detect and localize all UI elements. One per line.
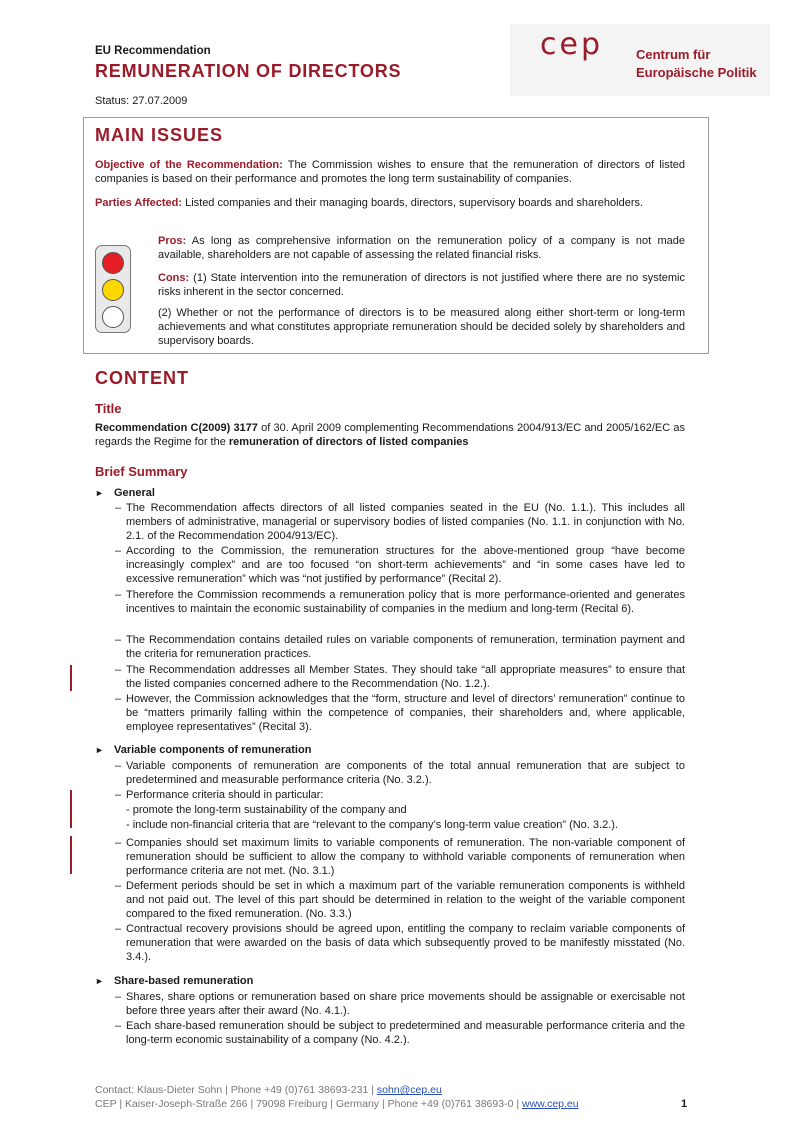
logo-line-1: Centrum für <box>636 47 711 62</box>
section-general-heading <box>95 486 155 500</box>
dash-bullet: – <box>115 991 122 1003</box>
parties-label: Parties Affected: <box>95 197 183 209</box>
section-share-heading <box>95 974 253 988</box>
section-label: Variable components of remuneration <box>114 744 312 756</box>
document-title: REMUNERATION OF DIRECTORS <box>95 61 402 81</box>
cons-label: Cons: <box>158 272 190 284</box>
email-link[interactable]: sohn@cep.eu <box>376 1084 442 1096</box>
list-item-text: Deferment periods should be set in which a maximum part of the variable remuneration components is withheld and not paid out. The level of this part should be determined in relation to the weight of the variable component compared to the fixed remuneration. (No. 3.3.) <box>126 880 685 920</box>
list-item-text: Contractual recovery provisions should be agreed upon, entitling the company to reclaim variable components of remuneration that were awarded on the basis of data which subsequently proved to be manifestly misstated (No. 3.4.). <box>126 923 685 963</box>
parties-paragraph <box>95 196 685 210</box>
title-paragraph <box>95 421 685 449</box>
footer-contact-text: Contact: Klaus-Dieter Sohn | Phone +49 (0)761 38693-231 | <box>95 1084 377 1096</box>
section-label: Share-based remuneration <box>114 975 254 987</box>
list-item-text: Companies should set maximum limits to variable components of remuneration. The non-variable component of remuneration should be sufficient to allow the company to withhold variable components of remuneration when performance criteria are not met. (No. 3.1.) <box>126 837 685 877</box>
section-variable-heading <box>95 743 311 757</box>
list-item-text: The Recommendation affects directors of all listed companies seated in the EU (No. 1.1.). This includes all members of administrative, managerial or supervisory bodies of listed companies (No. 1.1. in conjunction with No. 2.1. of the Recommendation 2004/913/EC). <box>126 502 685 542</box>
dash-bullet: – <box>115 589 122 601</box>
list-item-text: Each share-based remuneration should be subject to predetermined and measurable performance criteria and the long-term economic sustainability of a company (No. 4.2.). <box>126 1020 685 1046</box>
dash-bullet: – <box>115 664 122 676</box>
sub-list-item-text: - include non-financial criteria that are “relevant to the company’s long-term value creation” (No. 3.2.). <box>126 819 618 831</box>
arrow-icon: ► <box>95 745 104 755</box>
parties-text: Listed companies and their managing boards, directors, supervisory boards and shareholders. <box>182 197 644 209</box>
list-item <box>115 1019 685 1047</box>
traffic-light-yellow-lamp <box>102 279 124 301</box>
list-item <box>115 544 685 586</box>
pros-paragraph <box>158 234 685 262</box>
website-link[interactable]: www.cep.eu <box>521 1098 579 1110</box>
list-item <box>115 788 685 802</box>
change-bar <box>70 836 72 874</box>
dash-bullet: – <box>115 634 122 646</box>
pros-label: Pros: <box>158 235 187 247</box>
list-item-text: The Recommendation addresses all Member States. They should take “all appropriate measures” to ensure that the listed companies concerned adhere to the Recommendation (No. 1.2.). <box>126 664 685 690</box>
cep-logo-text <box>636 46 757 82</box>
dash-bullet: – <box>115 789 122 801</box>
footer-address-text: CEP | Kaiser-Joseph-Straße 266 | 79098 Freiburg | Germany | Phone +49 (0)761 38693-0 | <box>95 1098 522 1110</box>
list-item <box>115 922 685 964</box>
page-number: 1 <box>681 1098 688 1110</box>
footer-contact <box>95 1083 442 1097</box>
cons-text-1: (1) State intervention into the remuneration of directors is not justified where there are no systemic risks inherent in the sector concerned. <box>158 272 685 298</box>
dash-bullet: – <box>115 880 122 892</box>
pros-text: As long as comprehensive information on the remuneration policy of a company is not made available, shareholders are not capable of assessing the related financial risks. <box>158 235 685 261</box>
cons-paragraph-2: (2) Whether or not the performance of directors is to be measured along either short-term or long-term achievements and what constitutes appropriate remuneration should be decided solely by shareholders and supervisory boards. <box>158 307 685 347</box>
title-heading: Title <box>95 401 122 416</box>
list-item <box>115 879 685 921</box>
dash-bullet: – <box>115 545 122 557</box>
arrow-icon: ► <box>95 488 104 498</box>
objective-paragraph <box>95 158 685 186</box>
cons-paragraph <box>158 271 685 299</box>
title-subject: remuneration of directors of listed companies <box>228 436 469 448</box>
objective-text: The Commission wishes to ensure that the remuneration of directors of listed companies is based on their performance and promotes the long term sustainability of companies. <box>95 159 686 185</box>
dash-bullet: – <box>115 693 122 705</box>
main-issues-heading: MAIN ISSUES <box>95 125 224 145</box>
arrow-icon: ► <box>95 976 104 986</box>
list-item-text: However, the Commission acknowledges that the “form, structure and level of directors’ remuneration” continue to be “matters primarily falling within the competence of companies, their shareholders and, where applicable, employee representatives” (Recital 3). <box>126 693 685 733</box>
change-bar <box>70 665 72 691</box>
list-item <box>115 759 685 787</box>
list-item-text: Shares, share options or remuneration based on share price movements should be assignable or exercisable not before three years after their award (No. 4.1.). <box>126 991 685 1017</box>
title-text: of 30. April 2009 complementing Recommendations 2004/913/EC and 2005/162/EC as regards the Regime for the <box>95 422 685 448</box>
sub-list-item-text: - promote the long-term sustainability of the company and <box>126 804 407 816</box>
list-item <box>115 588 685 616</box>
list-item-text: Variable components of remuneration are components of the total annual remuneration that are subject to predetermined and measurable performance criteria (No. 3.2.). <box>126 760 685 786</box>
traffic-light-white-lamp <box>102 306 124 328</box>
dash-bullet: – <box>115 502 122 514</box>
change-bar <box>70 790 72 828</box>
sub-list-item <box>115 803 685 817</box>
objective-label: Objective of the Recommendation: <box>95 159 283 171</box>
dash-bullet: – <box>115 923 122 935</box>
list-item <box>115 990 685 1018</box>
list-item <box>115 836 685 878</box>
content-heading: CONTENT <box>95 368 189 388</box>
cep-logo-mark: cep <box>540 27 603 62</box>
document-type: EU Recommendation <box>95 45 211 57</box>
list-item-text: Performance criteria should in particular: <box>126 789 324 801</box>
section-label: General <box>114 487 155 499</box>
list-item <box>115 692 685 734</box>
traffic-light-red-lamp <box>102 252 124 274</box>
dash-bullet: – <box>115 1020 122 1032</box>
list-item <box>115 501 685 543</box>
list-item-text: According to the Commission, the remuneration structures for the above-mentioned group “have become increasingly complex” and are too focused “on short-term achievements” and “in some cases have led to excessive remuneration” which was “not justified by performance” (Recital 2). <box>126 545 685 585</box>
status-date: Status: 27.07.2009 <box>95 95 188 107</box>
sub-list-item <box>115 818 685 832</box>
list-item <box>115 663 685 691</box>
list-item <box>115 633 685 661</box>
list-item-text: Therefore the Commission recommends a remuneration policy that is more performance-oriented and generates incentives to maintain the economic sustainability of companies in the medium and long-term (Recital 6). <box>126 589 685 615</box>
brief-summary-heading: Brief Summary <box>95 464 188 479</box>
dash-bullet: – <box>115 837 122 849</box>
recommendation-id: Recommendation C(2009) 3177 <box>95 422 258 434</box>
dash-bullet: – <box>115 760 122 772</box>
list-item-text: The Recommendation contains detailed rules on variable components of remuneration, termination payment and the criteria for remuneration practices. <box>126 634 685 660</box>
footer-address <box>95 1097 579 1111</box>
logo-line-2: Europäische Politik <box>636 65 757 80</box>
